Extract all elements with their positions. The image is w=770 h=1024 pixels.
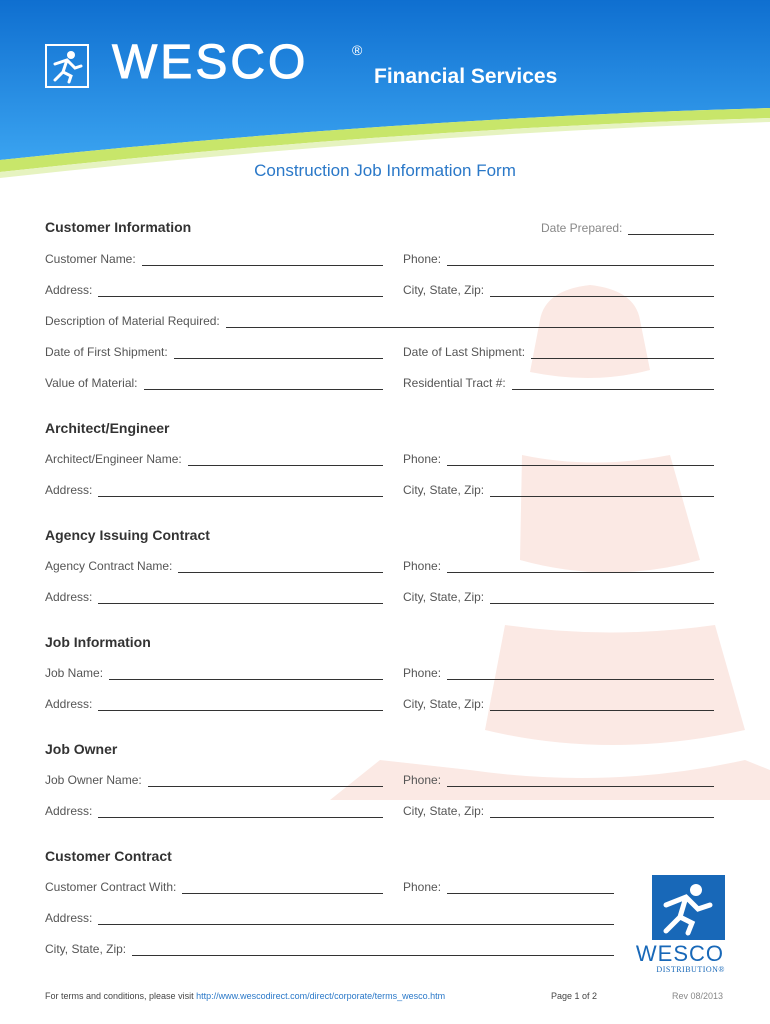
- revision-date: Rev 08/2013: [672, 991, 724, 1001]
- section-heading-owner: Job Owner: [45, 741, 118, 757]
- architect-address-field[interactable]: Address:: [45, 483, 383, 497]
- owner-address-field[interactable]: Address:: [45, 804, 383, 818]
- material-value-field[interactable]: Value of Material:: [45, 376, 383, 390]
- section-heading-customer: Customer Information: [45, 219, 192, 235]
- owner-phone-field[interactable]: Phone:: [403, 773, 714, 787]
- form-title: Construction Job Information Form: [254, 161, 516, 180]
- contract-phone-field[interactable]: Phone:: [403, 880, 614, 894]
- agency-address-field[interactable]: Address:: [45, 590, 383, 604]
- material-description-field[interactable]: Description of Material Required:: [45, 314, 714, 328]
- job-address-field[interactable]: Address:: [45, 697, 383, 711]
- architect-city-field[interactable]: City, State, Zip:: [403, 483, 714, 497]
- section-heading-job: Job Information: [45, 634, 151, 650]
- residential-tract-field[interactable]: Residential Tract #:: [403, 376, 714, 390]
- customer-address-field[interactable]: Address:: [45, 283, 383, 297]
- customer-phone-field[interactable]: Phone:: [403, 252, 714, 266]
- terms-link[interactable]: http://www.wescodirect.com/direct/corporate/terms_wesco.htm: [196, 991, 446, 1001]
- section-heading-agency: Agency Issuing Contract: [45, 527, 210, 543]
- registered-mark: ®: [352, 42, 363, 58]
- customer-name-field[interactable]: Customer Name:: [45, 252, 383, 266]
- contract-city-field[interactable]: City, State, Zip:: [45, 942, 614, 956]
- page-number: Page 1 of 2: [551, 991, 598, 1001]
- customer-city-field[interactable]: City, State, Zip:: [403, 283, 714, 297]
- wesco-logo-text: WESCO: [635, 941, 724, 966]
- architect-name-field[interactable]: Architect/Engineer Name:: [45, 452, 383, 466]
- agency-city-field[interactable]: City, State, Zip:: [403, 590, 714, 604]
- owner-city-field[interactable]: City, State, Zip:: [403, 804, 714, 818]
- section-heading-architect: Architect/Engineer: [45, 420, 170, 436]
- agency-phone-field[interactable]: Phone:: [403, 559, 714, 573]
- division-name: Financial Services: [374, 65, 558, 88]
- contract-with-field[interactable]: Customer Contract With:: [45, 880, 383, 894]
- job-name-field[interactable]: Job Name:: [45, 666, 383, 680]
- job-city-field[interactable]: City, State, Zip:: [403, 697, 714, 711]
- contract-address-field[interactable]: Address:: [45, 911, 614, 925]
- brand-name: WESCO: [112, 36, 309, 89]
- owner-name-field[interactable]: Job Owner Name:: [45, 773, 383, 787]
- architect-phone-field[interactable]: Phone:: [403, 452, 714, 466]
- job-phone-field[interactable]: Phone:: [403, 666, 714, 680]
- wesco-badge-icon: [652, 875, 725, 940]
- section-heading-contract: Customer Contract: [45, 848, 172, 864]
- last-shipment-field[interactable]: Date of Last Shipment:: [403, 345, 714, 359]
- agency-name-field[interactable]: Agency Contract Name:: [45, 559, 383, 573]
- terms-footer: For terms and conditions, please visit http://www.wescodirect.com/direct/corporate/terms_wesco.htm: [45, 991, 446, 1001]
- runner-logo-icon: [45, 44, 89, 88]
- first-shipment-field[interactable]: Date of First Shipment:: [45, 345, 383, 359]
- date-prepared-field[interactable]: Date Prepared:: [541, 221, 714, 235]
- distribution-text: DISTRIBUTION®: [656, 965, 725, 974]
